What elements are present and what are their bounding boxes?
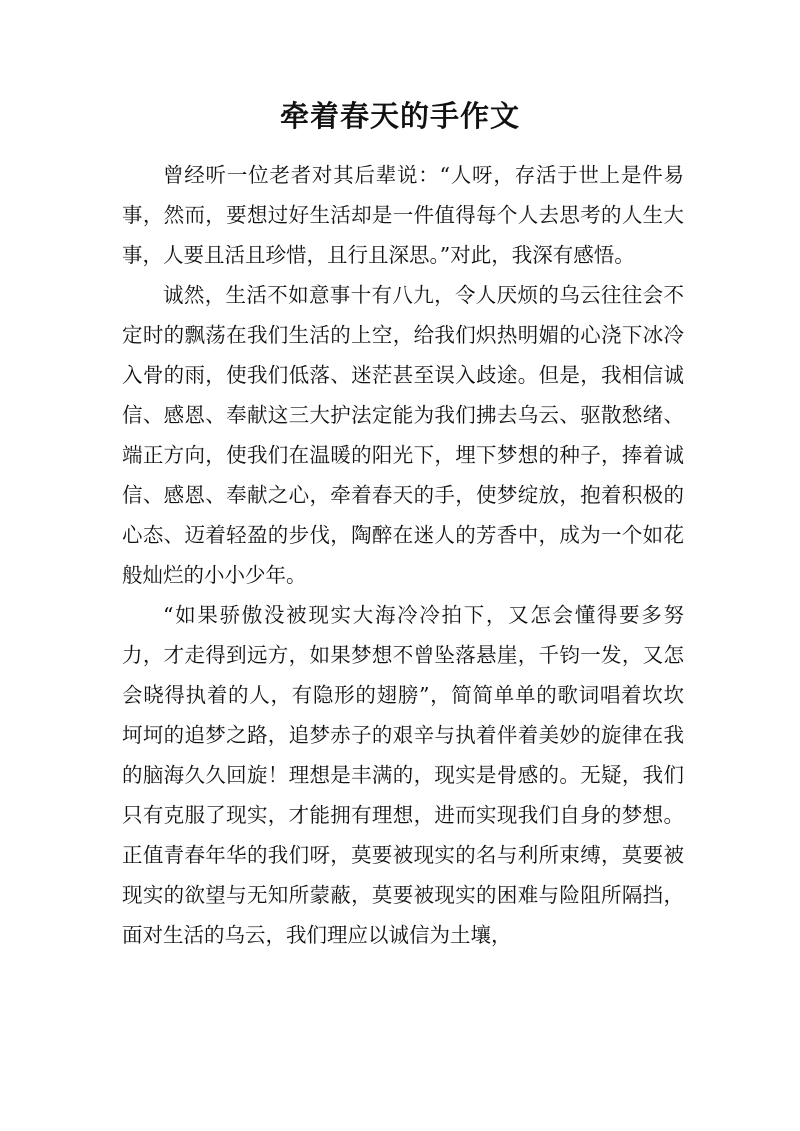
document-body [122,155,684,955]
paragraph-1: 曾经听一位老者对其后辈说：“人呀，存活于世上是件易事，然而，要想过好生活却是一件值得每个人去思考的人生大事，人要且活且珍惜，且行且深思。”对此，我深有感悟。 [122,163,684,267]
document-title: 牵着春天的手作文 [279,99,520,133]
paragraph-2: 诚然，生活不如意事十有八九，令人厌烦的乌云往往会不定时的飘荡在我们生活的上空，给我们炽热明媚的心浇下冰冷入骨的雨，使我们低落、迷茫甚至误入歧途。但是，我相信诚信、感恩、奉献这三大护法定能为我们拂去乌云、驱散愁绪、端正方向，使我们在温暖的阳光下，埋下梦想的种子，捧着诚信、感恩、奉献之心，牵着春天的手，使梦绽放，抱着积极的心态、迈着轻盈的步伐，陶醉在迷人的芳香中，成为一个如花般灿烂的小小少年。 [122,283,684,587]
paragraph-3: “如果骄傲没被现实大海冷冷拍下，又怎会懂得要多努力，才走得到远方，如果梦想不曾坠落悬崖，千钧一发，又怎会晓得执着的人，有隐形的翅膀”，简简单单的歌词唱着坎坎坷坷的追梦之路，追梦赤子的艰辛与执着伴着美妙的旋律在我的脑海久久回旋！理想是丰满的，现实是骨感的。无疑，我们只有克服了现实，才能拥有理想，进而实现我们自身的梦想。正值青春年华的我们呀，莫要被现实的名与利所束缚，莫要被现实的欲望与无知所蒙蔽，莫要被现实的困难与险阻所隔挡，面对生活的乌云，我们理应以诚信为土壤， [122,603,684,947]
